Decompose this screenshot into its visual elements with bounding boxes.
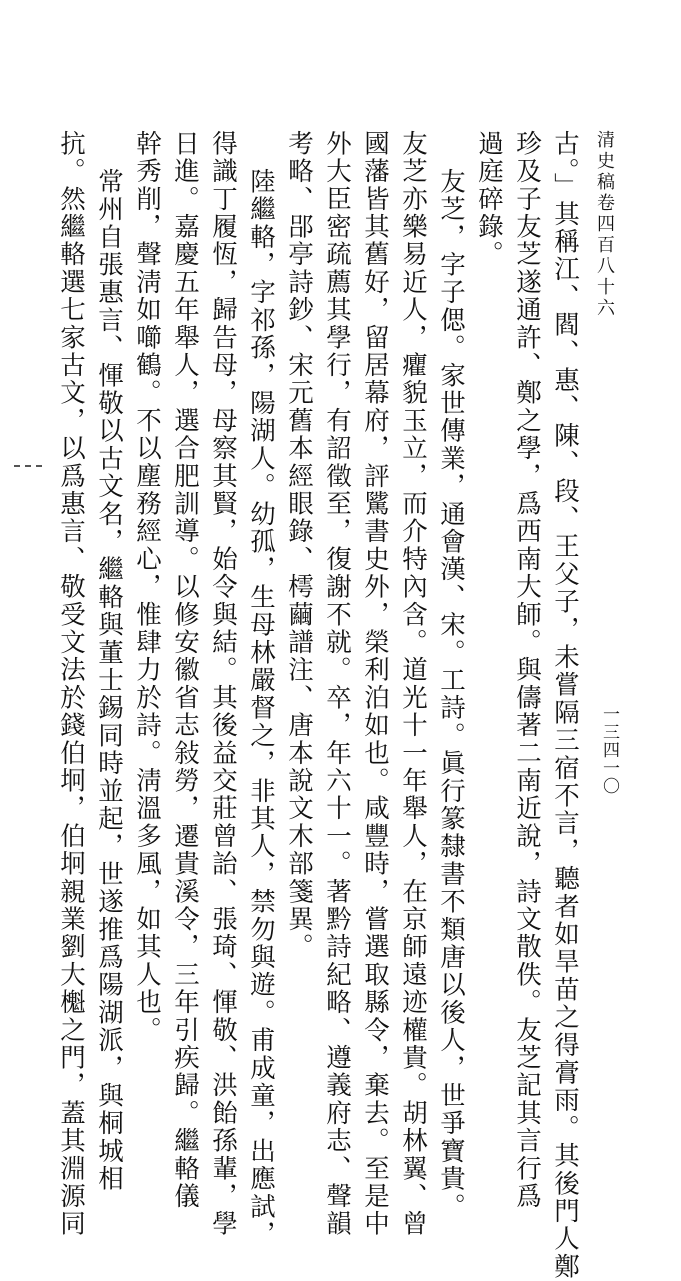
text-column: 過庭碎錄。 (474, 130, 504, 269)
text-column: 外大臣密疏薦其學行，有詔徵至，復謝不就。卒，年六十一。著黔詩紀略、遵義府志、聲韻 (322, 130, 352, 1238)
text-column: 國藩皆其舊好，留居幕府，評騭書史外，榮利泊如也。咸豐時，嘗選取縣令，棄去。至是中 (360, 130, 390, 1238)
text-column: 得識丁履恆，歸告母，母察其賢，始令與結。其後益交莊曾詒、張琦、惲敬、洪飴孫輩，學 (208, 130, 238, 1238)
text-column: 珍及子友芝遂通許、鄭之學，爲西南大師。與儔著二南近說，詩文散佚。友芝記其言行爲 (512, 130, 542, 1211)
text-column: 幹秀削，聲淸如㘉鶴。不以塵務經心，惟肆力於詩。淸溫多風，如其人也。 (132, 130, 162, 1045)
text-column: 抗。然繼輅選七家古文，以爲惠言、敬受文法於錢伯坰，伯坰親業劉大櫆之門，蓋其淵源同 (56, 130, 86, 1238)
page-number: 一三四一〇 (599, 705, 619, 795)
book-title: 清史稿卷四百八十六 (594, 130, 615, 319)
binding-mark (14, 455, 54, 465)
text-column: 常州自張惠言、惲敬以古文名，繼輅與董士錫同時並起，世遂推爲陽湖派，與桐城相 (94, 168, 124, 1193)
text-column: 陸繼輅，字祁孫，陽湖人。幼孤，生母林嚴督之，非其人，禁勿與遊。甫成童，出應試， (246, 168, 276, 1249)
text-column: 古。」其稱江、閻、惠、陳、段、王父子，未嘗隔三宿不言，聽者如旱苗之得膏雨。其後門人鄭 (550, 130, 580, 1281)
text-column: 友芝亦樂易近人，癯貌玉立，而介特內含。道光十一年舉人，在京師遠迹權貴。胡林翼、曾 (398, 130, 428, 1238)
text-column: 日進。嘉慶五年舉人，選合肥訓導。以修安徽省志敍勞，遷貴溪令，三年引疾歸。繼輅儀 (170, 130, 200, 1211)
text-column: 考略、郘亭詩鈔、宋元舊本經眼錄、樗繭譜注、唐本說文木部箋異。 (284, 130, 314, 961)
text-column: 友芝，字子偲。家世傳業，通會漢、宋。工詩。眞行篆隸書不類唐以後人，世爭寶貴。 (436, 168, 466, 1221)
